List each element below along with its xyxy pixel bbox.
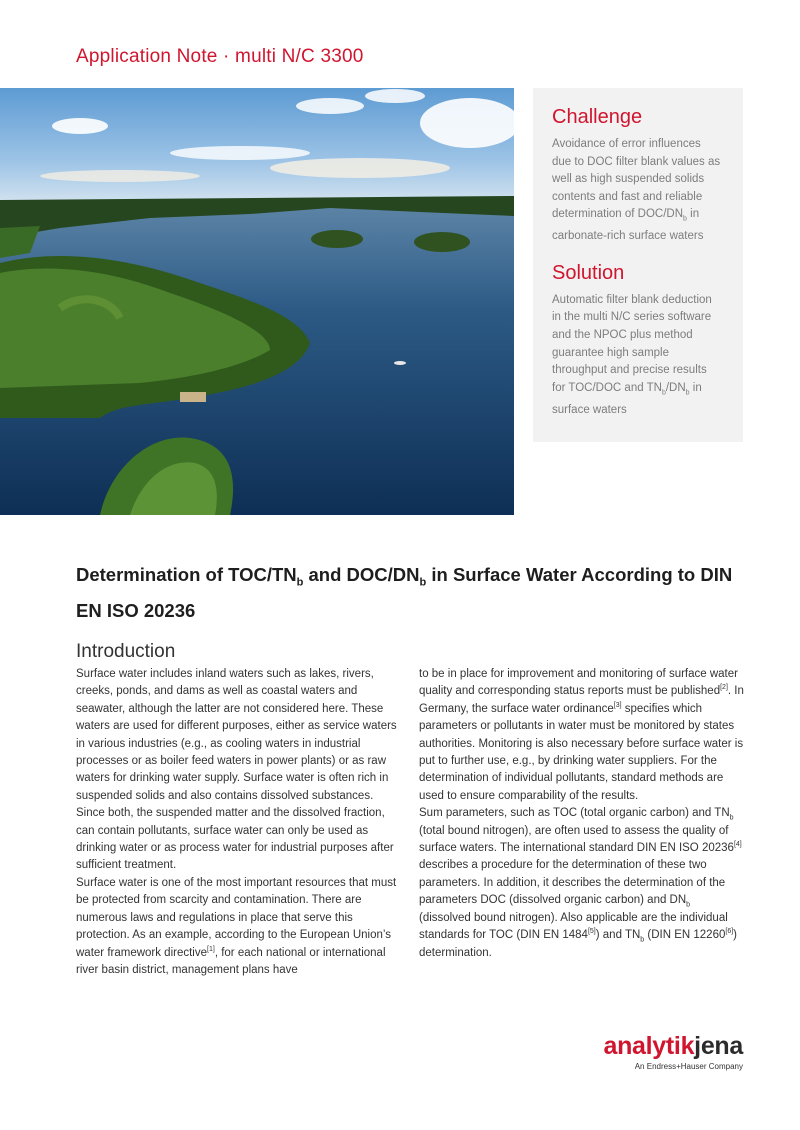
logo-tagline: An Endress+Hauser Company [634, 1062, 743, 1071]
solution-text: Automatic filter blank deduction in the multi N/C series software and the NPOC plus method guarantee high sample throughput and precise results for TOC/DOC and $TN_b/DN_b$ in surface waters [552, 293, 712, 416]
intro-paragraph: Sum parameters, such as TOC (total organic carbon) and $TN_b$ (total bound nitrogen), are often used to assess the quality of surface waters. The international standard DIN EN ISO 20236[4] describes a procedure for the determination of these two parameters. In addition, it describes the determination of the parameters DOC (dissolved organic carbon) and $DN_b$ (dissolved bound nitrogen). Also applicable are the individual standards for TOC (DIN EN 1484[5]) and $TN_b$ (DIN EN 12260[6]) determination. [419, 807, 742, 959]
solution-heading: Solution [552, 261, 625, 284]
challenge-solution-panel [533, 88, 743, 442]
introduction-heading: Introduction [76, 641, 176, 662]
intro-paragraph: Surface water is one of the most important resources that must be protected from scarcity and contamination. There are numerous laws and regulations in place that serve this protection. As an example, according to the European Union’s water framework directive[1], for each national or international river basin district, management plans have [76, 876, 397, 976]
analytik-jena-logo: analytikjena An Endress+Hauser Company [603, 1032, 743, 1071]
intro-paragraph: to be in place for improvement and monitoring of surface water quality and corresponding status reports must be published[2]. In Germany, the surface water ordinance[3] specifies which parameters or pollutants in water must be monitored by states authorities. Monitoring is also necessary before surface water is put to further use, e.g., by drinking water suppliers. For the determination of individual pollutants, standard methods are used to ensure comparability of the results. [419, 668, 744, 802]
challenge-text: Avoidance of error influences due to DOC filter blank values as well as high suspended solids contents and fast and reliable determination of DOC/$DN_b$ in carbonate-rich surface waters [552, 138, 721, 243]
intro-paragraph: Surface water includes inland waters such as lakes, rivers, creeks, ponds, and dams as well as coastal waters and seawater, although the latter are not considered here. These waters are used for different purposes, either as service waters in various industries (e.g., as cooling waters in industrial processes or as boiler feed waters in power plants) or as raw waters for drinking water supply. Surface water is often rich in suspended solids and also contains dissolved substances. Since both, the suspended matter and the dissolved fraction, can contain pollutants, surface water can only be used as drinking water or as process water for industrial purposes after sufficient treatment. [76, 668, 397, 872]
intro-left-column [76, 666, 401, 979]
intro-right-column [419, 666, 744, 962]
document-title: Determination of TOC/$TN_b$ and DOC/$DN_b$ in Surface Water According to DIN EN ISO 20236 [76, 564, 733, 621]
challenge-heading: Challenge [552, 106, 643, 128]
page-header-title: Application Note · multi N/C 3300 [76, 46, 364, 67]
lake-aerial-photo [0, 88, 514, 515]
